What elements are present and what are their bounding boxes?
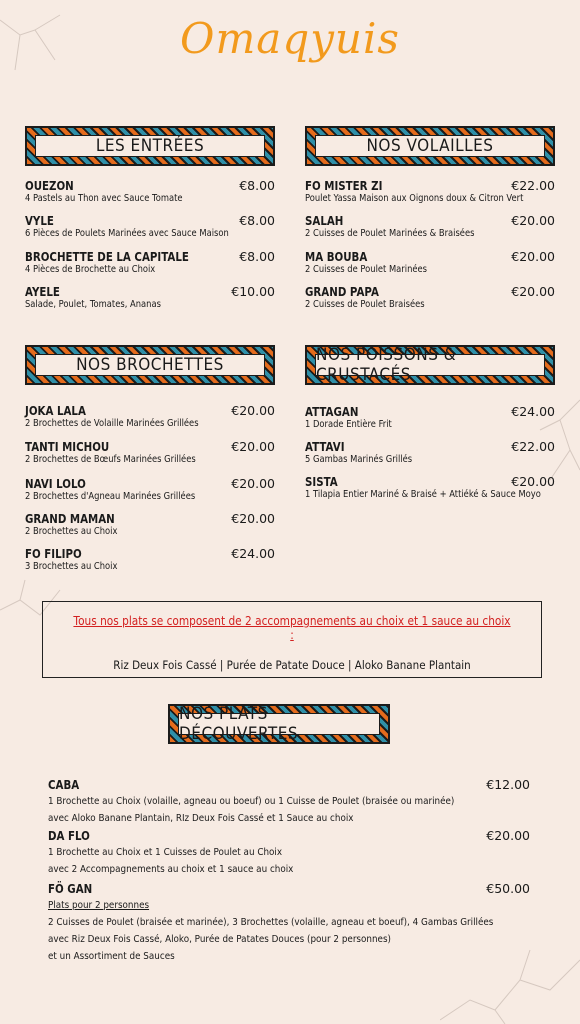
item-name: VYLE: [25, 213, 54, 228]
item-description: 2 Brochettes d'Agneau Marinées Grillées: [25, 491, 196, 502]
item-name: FÖ GAN: [48, 881, 93, 896]
item-price: €24.00: [511, 404, 555, 419]
item-description: 4 Pièces de Brochette au Choix: [25, 264, 156, 275]
item-name: DA FLO: [48, 828, 90, 843]
menu-item: [25, 284, 275, 311]
notice-headline: Tous nos plats se composent de 2 accompagnements au choix et 1 sauce au choix :: [73, 614, 511, 642]
item-price: €8.00: [239, 213, 275, 228]
item-name: AYELE: [25, 284, 60, 299]
banner-title: NOS VOLAILLES: [315, 135, 545, 157]
banner-poissons: [305, 345, 555, 385]
item-price: €24.00: [231, 546, 275, 561]
banner-title: LES ENTRÉES: [35, 135, 265, 157]
banner-volailles: [305, 126, 555, 166]
item-description: Poulet Yassa Maison aux Oignons doux & Citron Vert: [305, 193, 524, 204]
item-price: €20.00: [511, 249, 555, 264]
item-name: JOKA LALA: [25, 403, 86, 418]
item-description: et un Assortiment de Sauces: [48, 951, 175, 962]
item-name: NAVI LOLO: [25, 476, 86, 491]
item-description: avec Aloko Banane Plantain, RIz Deux Fois Cassé et 1 Sauce au choix: [48, 813, 354, 824]
banner-title: NOS POISSONS & CRUSTACÉS: [315, 354, 545, 376]
item-price: €10.00: [231, 284, 275, 299]
item-name: OUEZON: [25, 178, 74, 193]
item-price: €20.00: [231, 439, 275, 454]
item-description: 1 Brochette au Choix et 1 Cuisses de Poulet au Choix: [48, 847, 283, 858]
menu-item: [25, 439, 275, 466]
item-description: 5 Gambas Marinés Grillés: [305, 454, 413, 465]
item-name: SALAH: [305, 213, 344, 228]
item-name: FO MISTER ZI: [305, 178, 383, 193]
item-description: 6 Pièces de Poulets Marinées avec Sauce Maison: [25, 228, 229, 239]
banner-brochettes: [25, 345, 275, 385]
item-description: 2 Cuisses de Poulet (braisée et marinée), 3 Brochettes (volaille, agneau et boeuf), 4 Gambas Grillées: [48, 917, 494, 928]
item-description: 3 Brochettes au Choix: [25, 561, 118, 572]
item-description: 2 Cuisses de Poulet Braisées: [305, 299, 425, 310]
item-price: €20.00: [231, 476, 275, 491]
item-name: CABA: [48, 777, 80, 792]
menu-item: [25, 546, 275, 573]
item-description: avec Riz Deux Fois Cassé, Aloko, Purée de Patates Douces (pour 2 personnes): [48, 934, 391, 945]
item-price: €22.00: [511, 439, 555, 454]
brand-logo: Omaqyuis: [180, 14, 400, 63]
menu-item: [305, 474, 555, 501]
menu-item: [25, 213, 275, 240]
item-name: MA BOUBA: [305, 249, 368, 264]
item-description: 1 Tilapia Entier Mariné & Braisé + Attiéké & Sauce Moyo: [305, 489, 541, 500]
banner-title: NOS PLATS DÉCOUVERTES: [178, 713, 380, 735]
item-name: ATTAGAN: [305, 404, 359, 419]
item-description: 2 Brochettes au Choix: [25, 526, 118, 537]
item-price: €22.00: [511, 178, 555, 193]
menu-item: [25, 178, 275, 205]
menu-item: [305, 249, 555, 276]
item-description: 2 Brochettes de Bœufs Marinées Grillées: [25, 454, 196, 465]
menu-item: [305, 213, 555, 240]
item-name: TANTI MICHOU: [25, 439, 110, 454]
notice-sides: Riz Deux Fois Cassé | Purée de Patate Douce | Aloko Banane Plantain: [113, 658, 471, 672]
discovery-item-daflo: [48, 827, 538, 878]
discovery-item-fogan: [48, 880, 538, 965]
menu-item: [25, 511, 275, 538]
item-name: SISTA: [305, 474, 338, 489]
accompaniments-notice: [42, 601, 542, 678]
item-description: 4 Pastels au Thon avec Sauce Tomate: [25, 193, 183, 204]
item-note: Plats pour 2 personnes: [48, 900, 150, 911]
item-name: ATTAVI: [305, 439, 345, 454]
banner-entrees: [25, 126, 275, 166]
menu-item: [305, 439, 555, 466]
item-price: €20.00: [486, 828, 530, 843]
item-price: €8.00: [239, 249, 275, 264]
menu-item: [25, 249, 275, 276]
item-price: €20.00: [511, 213, 555, 228]
item-price: €20.00: [231, 403, 275, 418]
item-name: GRAND PAPA: [305, 284, 379, 299]
item-price: €12.00: [486, 777, 530, 792]
discovery-item-caba: [48, 776, 538, 827]
item-price: €8.00: [239, 178, 275, 193]
menu-item: [305, 404, 555, 431]
item-price: €20.00: [231, 511, 275, 526]
item-description: 2 Brochettes de Volaille Marinées Grillées: [25, 418, 199, 429]
item-price: €20.00: [511, 284, 555, 299]
item-description: 2 Cuisses de Poulet Marinées & Braisées: [305, 228, 475, 239]
item-description: 1 Dorade Entière Frit: [305, 419, 392, 430]
menu-item: [305, 178, 555, 205]
item-name: FO FILIPO: [25, 546, 82, 561]
item-description: 1 Brochette au Choix (volaille, agneau ou boeuf) ou 1 Cuisse de Poulet (braisée ou marinée): [48, 796, 455, 807]
banner-title: NOS BROCHETTES: [35, 354, 265, 376]
menu-item: [25, 403, 275, 430]
item-description: 2 Cuisses de Poulet Marinées: [305, 264, 428, 275]
item-price: €50.00: [486, 881, 530, 896]
item-name: BROCHETTE DE LA CAPITALE: [25, 249, 189, 264]
menu-item: [25, 476, 275, 503]
item-name: GRAND MAMAN: [25, 511, 115, 526]
menu-item: [305, 284, 555, 311]
item-description: avec 2 Accompagnements au choix et 1 sauce au choix: [48, 864, 294, 875]
item-price: €20.00: [511, 474, 555, 489]
item-description: Salade, Poulet, Tomates, Ananas: [25, 299, 161, 310]
banner-decouvertes: [168, 704, 390, 744]
